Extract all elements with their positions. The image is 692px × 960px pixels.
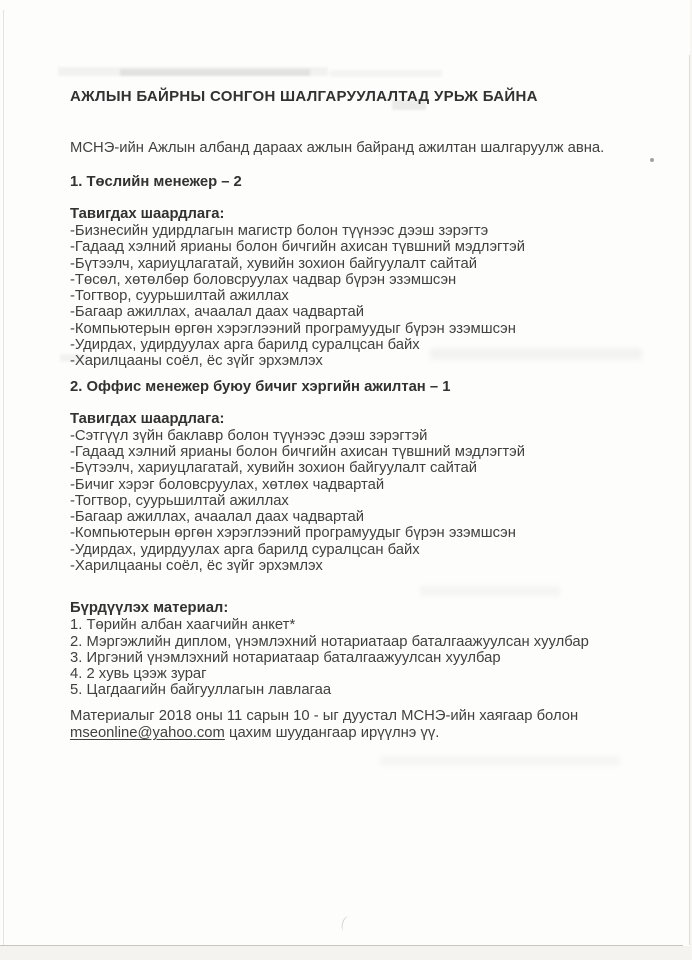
- document-body: [70, 0, 622, 742]
- document-title: АЖЛЫН БАЙРНЫ СОНГОН ШАЛГАРУУЛАЛТАД УРЬЖ БАЙНА: [70, 88, 538, 105]
- requirement-item: -Бүтээлч, хариуцлагатай, хувийн зохион байгуулалт сайтай: [70, 460, 478, 477]
- requirement-item: -Бичиг хэрэг боловсруулах, хөтлөх чадвартай: [70, 476, 385, 493]
- position-2-requirements-list: [70, 428, 622, 575]
- contact-email: mseonline@yahoo.com: [70, 725, 225, 742]
- requirement-item: -Харилцааны соёл, ёс зүйг эрхэмлэх: [70, 558, 323, 575]
- requirement-item: -Удирдах, удирдуулах арга барилд суралцсан байх: [70, 541, 420, 558]
- requirement-item: -Тогтвор, суурьшилтай ажиллах: [70, 288, 289, 305]
- position-1-heading: 1. Төслийн менежер – 2: [70, 174, 242, 190]
- intro-paragraph: МСНЭ-ийн Ажлын албанд дараах ажлын байранд ажилтан шалгаруулж авна.: [70, 140, 605, 156]
- material-item: 3. Иргэний үнэмлэхний нотариатаар баталгаажуулсан хуулбар: [70, 649, 501, 666]
- position-1-requirements-list: [70, 223, 622, 370]
- requirement-item: -Гадаад хэлний ярианы болон бичгийн ахисан түвшний мэдлэгтэй: [70, 443, 525, 460]
- position-1-requirements-label: Тавигдах шаардлага:: [70, 206, 225, 222]
- submission-line1: Материалыг 2018 оны 11 сарын 10 - ыг дуустал МСНЭ-ийн хаягаар болон: [70, 708, 579, 725]
- requirement-item: -Харилцааны соёл, ёс зүйг эрхэмлэх: [70, 353, 323, 370]
- page-left-edge-line: [3, 10, 4, 945]
- requirement-item: -Сэтгүүл зүйн баклавр болон түүнээс дээш зэрэгтэй: [70, 427, 428, 444]
- requirement-item: -Төсөл, хөтөлбөр боловсруулах чадвар бүрэн эзэмшсэн: [70, 271, 457, 288]
- material-item: 1. Төрийн албан хаагчийн анкет*: [70, 617, 296, 634]
- requirement-item: -Багаар ажиллах, ачаалал даах чадвартай: [70, 509, 365, 526]
- materials-heading: Бүрдүүлэх материал:: [70, 600, 229, 617]
- scanner-background-strip: [0, 946, 692, 960]
- materials-list: [70, 617, 622, 698]
- requirement-item: -Багаар ажиллах, ачаалал даах чадвартай: [70, 304, 365, 321]
- requirement-item: -Компьютерын өргөн хэрэглээний програмуудыг бүрэн эзэмшсэн: [70, 525, 516, 542]
- requirement-item: -Гадаад хэлний ярианы болон бичгийн ахисан түвшний мэдлэгтэй: [70, 239, 525, 256]
- material-item: 5. Цагдаагийн байгууллагын лавлагаа: [70, 682, 332, 699]
- position-2-heading: 2. Оффис менежер буюу бичиг хэргийн ажилтан – 1: [70, 378, 451, 395]
- requirement-item: -Бүтээлч, хариуцлагатай, хувийн зохион байгуулалт сайтай: [70, 255, 478, 272]
- submission-line2: цахим шуудангаар ирүүлнэ үү.: [224, 725, 440, 742]
- scan-artifact: [380, 756, 620, 766]
- requirement-item: -Удирдах, удирдуулах арга барилд суралцсан байх: [70, 337, 420, 354]
- scan-artifact: [340, 915, 354, 933]
- material-item: 2. Мэргэжлийн диплом, үнэмлэхний нотариатаар баталгаажуулсан хуулбар: [70, 633, 589, 650]
- scan-artifact: [650, 158, 654, 162]
- requirement-item: -Тогтвор, суурьшилтай ажиллах: [70, 492, 289, 509]
- requirement-item: -Бизнесийн удирдлагын магистр болон түүнээс дээш зэрэгтэ: [70, 223, 489, 239]
- position-2-requirements-label: Тавигдах шаардлага:: [70, 410, 225, 427]
- material-item: 4. 2 хувь цээж зураг: [70, 665, 207, 682]
- requirement-item: -Компьютерын өргөн хэрэглээний програмуудыг бүрэн эзэмшсэн: [70, 320, 516, 337]
- submission-instructions: [70, 708, 622, 742]
